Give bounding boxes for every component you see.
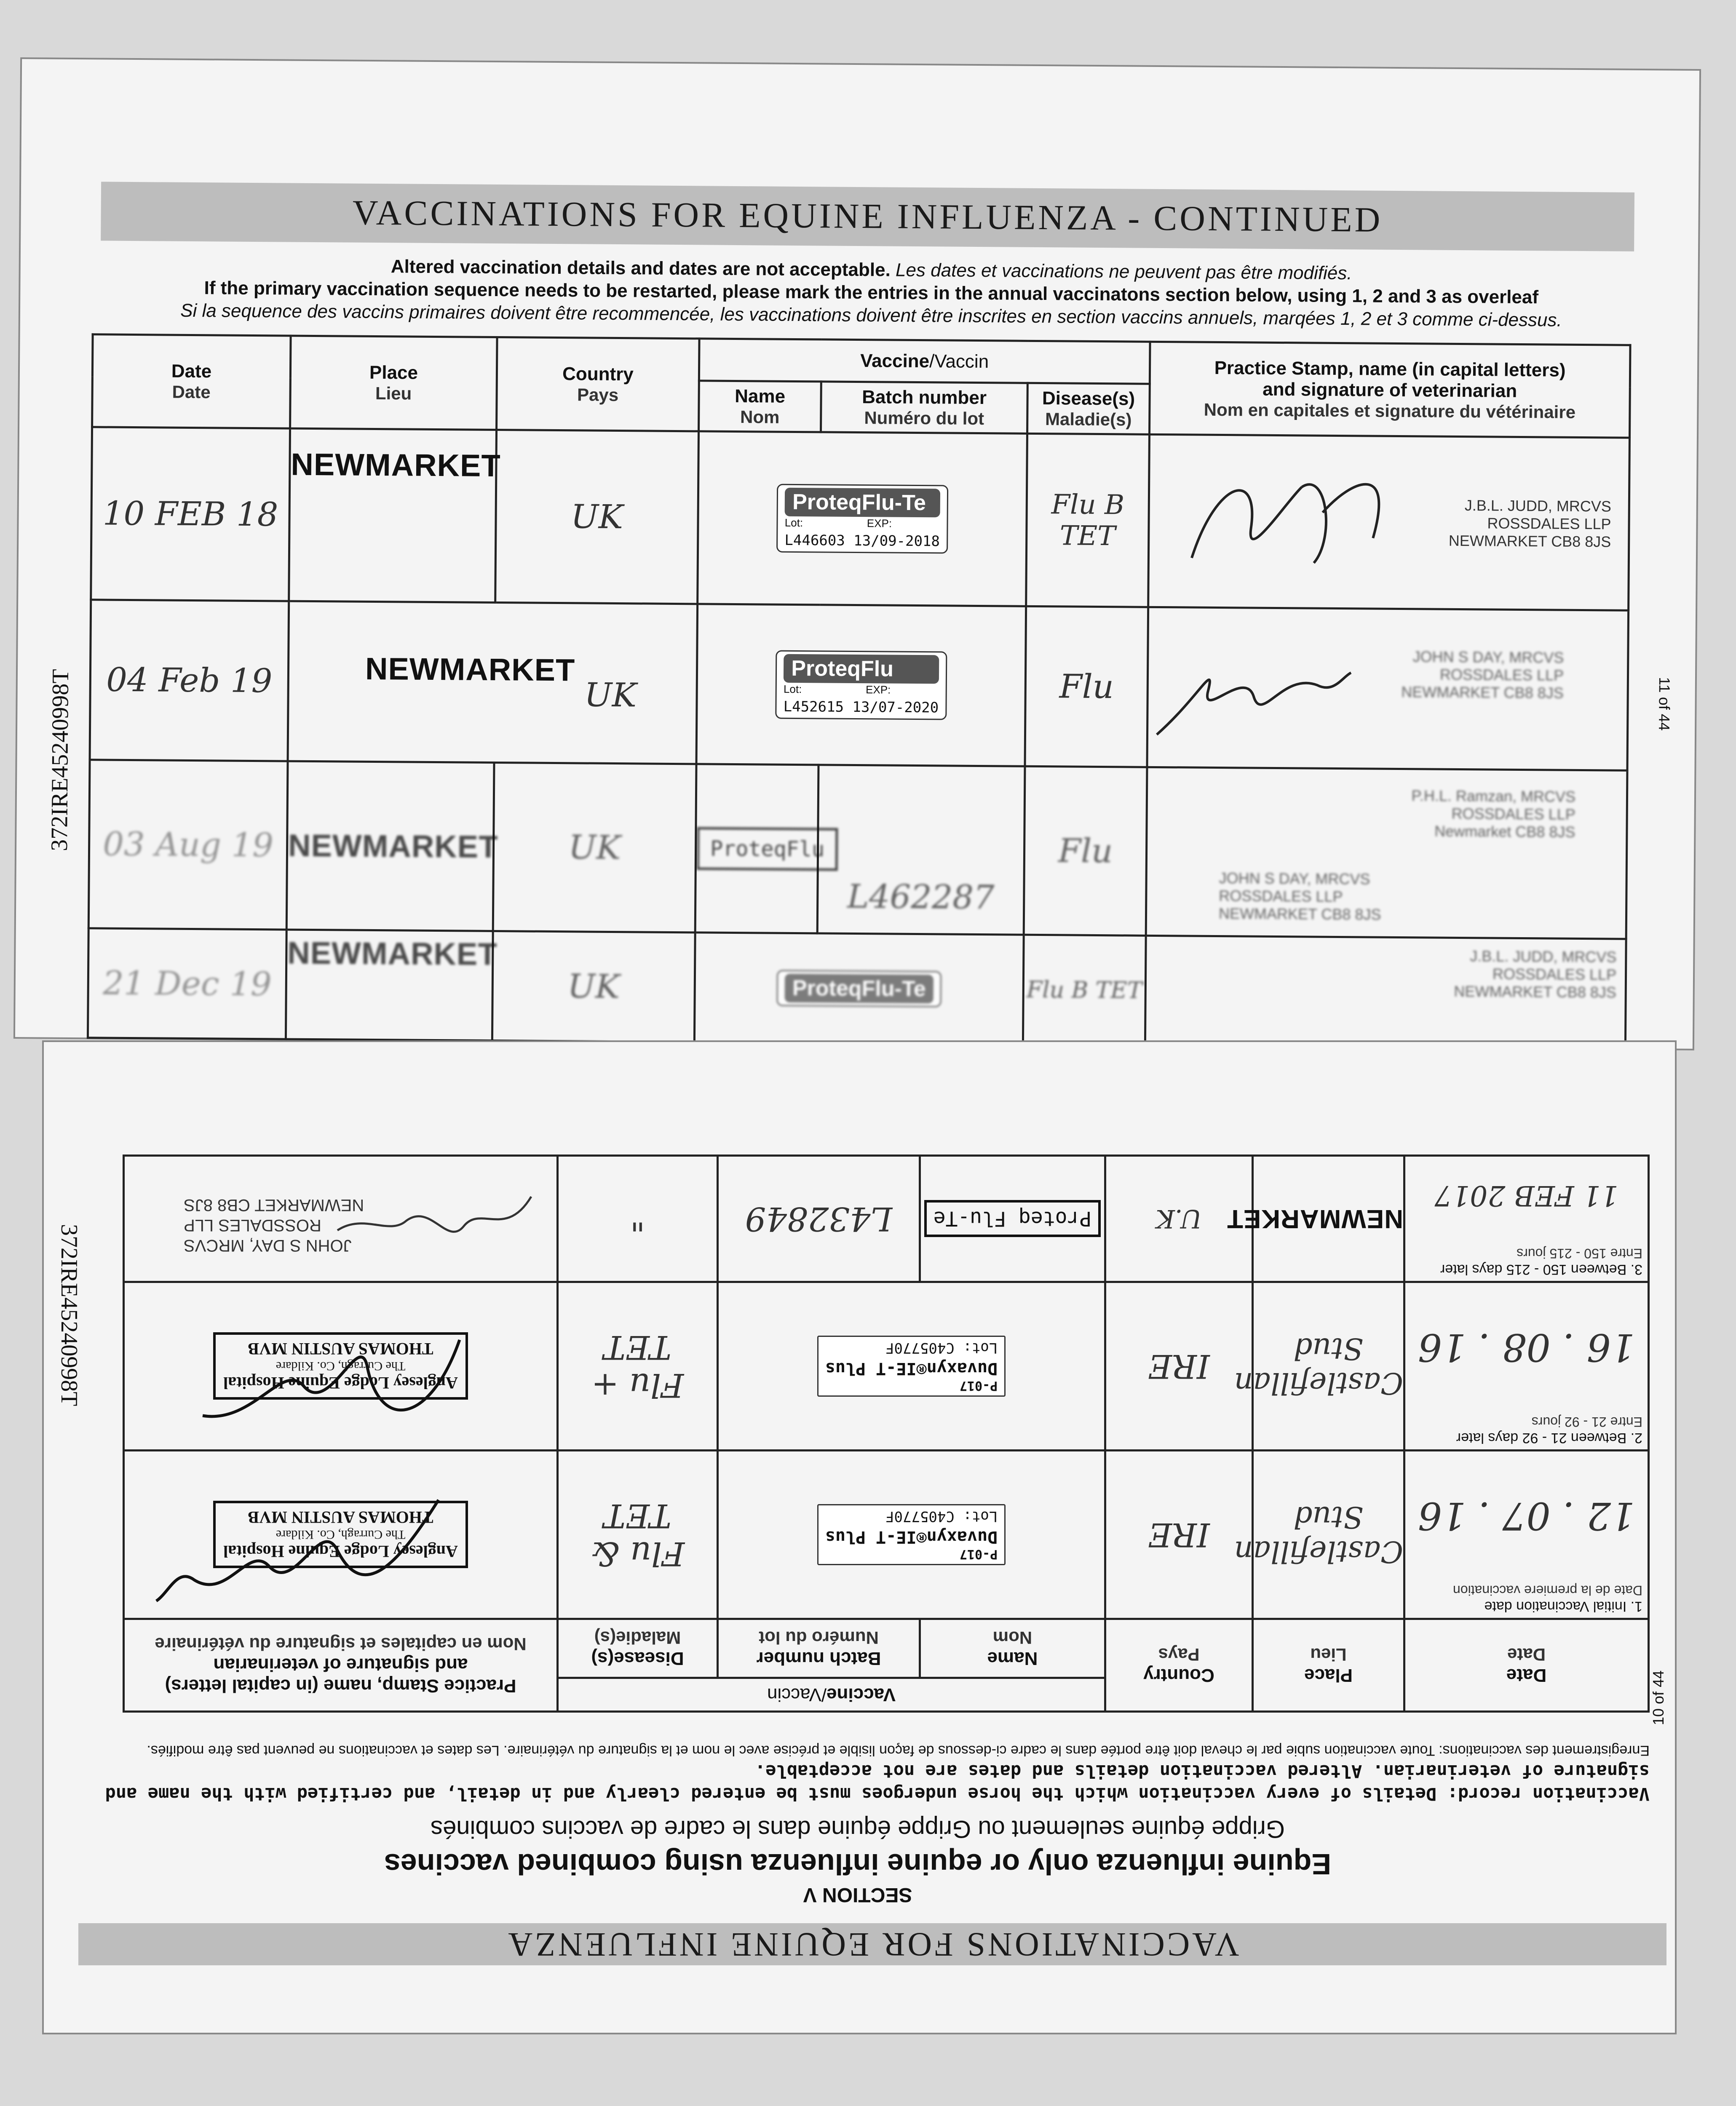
banner-title: VACCINATIONS FOR EQUINE INFLUENZA xyxy=(506,1926,1239,1963)
practice-stamp: J.B.L. JUDD, MRCVS ROSSDALES LLP NEWMARKET CB8 8JS xyxy=(1454,947,1617,1001)
cell-date: 04 Feb 19 xyxy=(90,600,289,761)
header-practice-stamp: Practice Stamp, name (in capital letters) and signature of veterinarian Nom en capitales et signature du vétérinaire xyxy=(1149,342,1630,438)
table-row xyxy=(124,1282,1649,1451)
header-batch: Batch number Numéro du lot xyxy=(821,382,1028,433)
vaccine-sticker: P-017 Duvaxyn®IE-T Plus Lot: C405770F xyxy=(817,1336,1006,1397)
header-disease: Disease(s) Maladie(s) xyxy=(1027,383,1150,434)
cell-date: 21 Dec 19 xyxy=(88,928,286,1039)
header-batch: Batch number Numéro du lot xyxy=(718,1619,920,1678)
cell-vaccine-sticker xyxy=(694,933,1024,1044)
cell-country: UK xyxy=(495,430,699,604)
passport-page-10 xyxy=(42,1040,1677,2034)
cell-place: NEWMARKET xyxy=(289,428,497,602)
header-place: Place Lieu xyxy=(1253,1619,1404,1712)
record-instructions: Vaccination record: Details of every vaccination which the horse undergoes must be entered clearly and in detail, and certified with the name and signature of veterinarian. Altered vaccination details and dates are not acceptable. Enregistrement des vaccinations: Toute vaccination subie par le cheval doit être portée dans le cadre ci-dessous de façon lisible et précise avec le nom et la signature du vétérinaire. Les dates et vaccinations ne peuvent pas être modifiés. xyxy=(105,1743,1650,1804)
cell-place: Castlefillan Stud xyxy=(1253,1451,1404,1619)
cell-practice-stamp xyxy=(1147,607,1629,770)
practice-stamp: JOHN S DAY, MRCVS ROSSDALES LLP NEWMARKET CB8 8JS xyxy=(184,1196,364,1255)
cell-disease: Flu B TET xyxy=(1023,935,1146,1045)
cell-vaccine-sticker xyxy=(718,1282,1105,1451)
cell-place: NEWMARKET xyxy=(286,761,494,931)
practice-stamp: JOHN S DAY, MRCVS ROSSDALES LLP NEWMARKET CB8 8JS xyxy=(1401,648,1564,702)
cell-date: 1. Initial Vaccination date Date de la premiere vaccination 12 . 07 . 16 xyxy=(1404,1451,1649,1619)
cell-practice-stamp xyxy=(124,1451,558,1619)
header-vaccine: Vaccine/Vaccin xyxy=(699,339,1150,384)
cell-disease: Flu + TET xyxy=(558,1282,718,1451)
cell-practice-stamp xyxy=(1146,767,1627,939)
header-vaccine: Vaccine/Vaccin xyxy=(558,1678,1105,1712)
row-label: 3. Between 150 - 215 days later Entre 150 - 215 jours xyxy=(1440,1246,1642,1277)
hospital-stamp: Anglesey Lodge Equine Hospital The Curragh, Co. Kildare THOMAS AUSTIN MVB xyxy=(213,1333,468,1400)
table-row xyxy=(88,928,1626,1048)
cell-place: Castlefillan Stud xyxy=(1253,1282,1404,1451)
table-row xyxy=(88,760,1627,939)
row-label: 1. Initial Vaccination date Date de la premiere vaccination xyxy=(1452,1583,1642,1614)
table-row xyxy=(124,1451,1649,1619)
row-label: 2. Between 21 - 92 days later Entre 21 - 92 jours xyxy=(1456,1414,1642,1446)
table-row xyxy=(124,1156,1649,1282)
notice-line2: If the primary vaccination sequence needs to be restarted, please mark the entries in the annual vaccinatons section below, using 1, 2 and 3 as overleaf xyxy=(204,278,1539,308)
veterinarian-signature xyxy=(152,1491,447,1618)
cell-date: 10 FEB 18 xyxy=(91,427,290,601)
page-number: 11 of 44 xyxy=(1656,677,1674,731)
table-row xyxy=(91,427,1630,610)
cell-date: 2. Between 21 - 92 days later Entre 21 - 92 jours 16 . 08 . 16 xyxy=(1404,1282,1649,1451)
cell-vaccine-sticker xyxy=(696,604,1026,766)
cell-disease: Flu xyxy=(1024,766,1147,935)
cell-country: UK xyxy=(492,931,695,1042)
cell-place: NEWMARKET xyxy=(286,930,493,1040)
cell-place: NEWMARKET UK xyxy=(288,601,698,764)
cell-country: IRE xyxy=(1105,1282,1253,1451)
cell-disease: Flu B TET xyxy=(1026,433,1150,607)
page-banner xyxy=(78,1923,1666,1965)
header-disease: Disease(s) Maladie(s) xyxy=(558,1619,718,1678)
vaccine-sticker: ProteqFlu-Te Lot: EXP: L446603 13/09-2018 xyxy=(776,484,948,554)
veterinarian-signature xyxy=(1175,452,1428,580)
section-heading: SECTION V xyxy=(803,1884,912,1906)
cell-vaccine-name: Proteq Flu-Te xyxy=(920,1156,1105,1282)
vaccine-sticker: ProteqFlu Lot: EXP: L452615 13/07-2020 xyxy=(776,650,947,720)
section-title: Equine influenza only or equine influenza using combined vaccines xyxy=(384,1848,1332,1881)
header-date: Date Date xyxy=(1404,1619,1649,1712)
header-country: Country Pays xyxy=(497,337,700,431)
table-row xyxy=(90,600,1629,770)
header-country: Country Pays xyxy=(1105,1619,1253,1712)
veterinarian-signature xyxy=(177,1323,472,1449)
cell-practice-stamp xyxy=(1148,434,1630,610)
hospital-stamp: Anglesey Lodge Equine Hospital The Curragh, Co. Kildare THOMAS AUSTIN MVB xyxy=(213,1501,468,1569)
header-date: Date Date xyxy=(92,334,291,428)
cell-practice-stamp xyxy=(124,1156,558,1282)
passport-page-11 xyxy=(13,57,1701,1050)
cell-country: UK xyxy=(493,762,696,932)
cell-vaccine-sticker xyxy=(718,1451,1105,1619)
cell-date: 3. Between 150 - 215 days later Entre 150 - 215 jours 11 FEB 2017 xyxy=(1404,1156,1649,1282)
vaccine-sticker: ProteqFlu-Te xyxy=(777,970,942,1007)
page-banner xyxy=(101,182,1634,251)
cell-practice-stamp xyxy=(1145,935,1626,1048)
cell-practice-stamp xyxy=(124,1282,558,1451)
vaccination-table-continued xyxy=(87,333,1632,1049)
passport-number: 372IRE45240998T xyxy=(56,1224,82,1406)
cell-country: U.K xyxy=(1105,1156,1253,1282)
cell-disease: Flu xyxy=(1025,606,1148,767)
notice-block xyxy=(104,254,1638,332)
cell-batch: L432849 xyxy=(718,1156,920,1282)
vaccine-sticker: P-017 Duvaxyn®IE-T Plus Lot: C405770F xyxy=(817,1504,1006,1565)
initial-vaccination-table xyxy=(123,1155,1650,1713)
notice-line1-en: Altered vaccination details and dates are not acceptable. xyxy=(391,256,891,281)
cell-disease: Flu & TET xyxy=(558,1451,718,1619)
notice-line3: Si la sequence des vaccins primaires doivent être recommencée, les vaccinations doivent être inscrites en section vaccins annuels, marqées 1, 2 et 3 comme ci-dessus. xyxy=(180,300,1562,331)
veterinarian-signature xyxy=(1148,633,1360,744)
passport-number: 372IRE45240998T xyxy=(46,669,74,852)
header-vaccine-name: Name Nom xyxy=(699,381,821,432)
cell-country: IRE xyxy=(1105,1451,1253,1619)
header-vaccine-name: Name Nom xyxy=(920,1619,1105,1678)
practice-stamp: J.B.L. JUDD, MRCVS ROSSDALES LLP NEWMARKET CB8 8JS xyxy=(1448,497,1611,551)
header-place: Place Lieu xyxy=(290,336,498,430)
cell-vaccine-sticker xyxy=(698,431,1027,606)
practice-stamp-2: JOHN S DAY, MRCVS ROSSDALES LLP NEWMARKET CB8 8JS xyxy=(1218,869,1381,923)
cell-date: 03 Aug 19 xyxy=(88,760,288,930)
cell-batch: L462287 xyxy=(817,765,1025,935)
cell-vaccine-name: ProteqFlu xyxy=(695,764,819,933)
banner-title: VACCINATIONS FOR EQUINE INFLUENZA - CONTINUED xyxy=(352,193,1383,240)
cell-place: NEWMARKET xyxy=(1253,1156,1404,1282)
page-number: 10 of 44 xyxy=(1650,1670,1667,1725)
header-practice-stamp: Practice Stamp, name (in capital letters) and signature of veterinarian Nom en capitales et signature du vétérinaire xyxy=(124,1619,558,1712)
practice-stamp: P.H.L. Ramzan, MRCVS ROSSDALES LLP Newmarket CB8 8JS xyxy=(1411,787,1576,841)
section-title-fr: Grippe équine seulement ou Grippe équine dans le cadre de vaccins combinés xyxy=(430,1815,1285,1843)
cell-disease: " xyxy=(558,1156,718,1282)
notice-line1-fr: Les dates et vaccinations ne peuvent pas être modifiés. xyxy=(895,259,1352,284)
inverted-page-content xyxy=(44,1042,1675,2033)
